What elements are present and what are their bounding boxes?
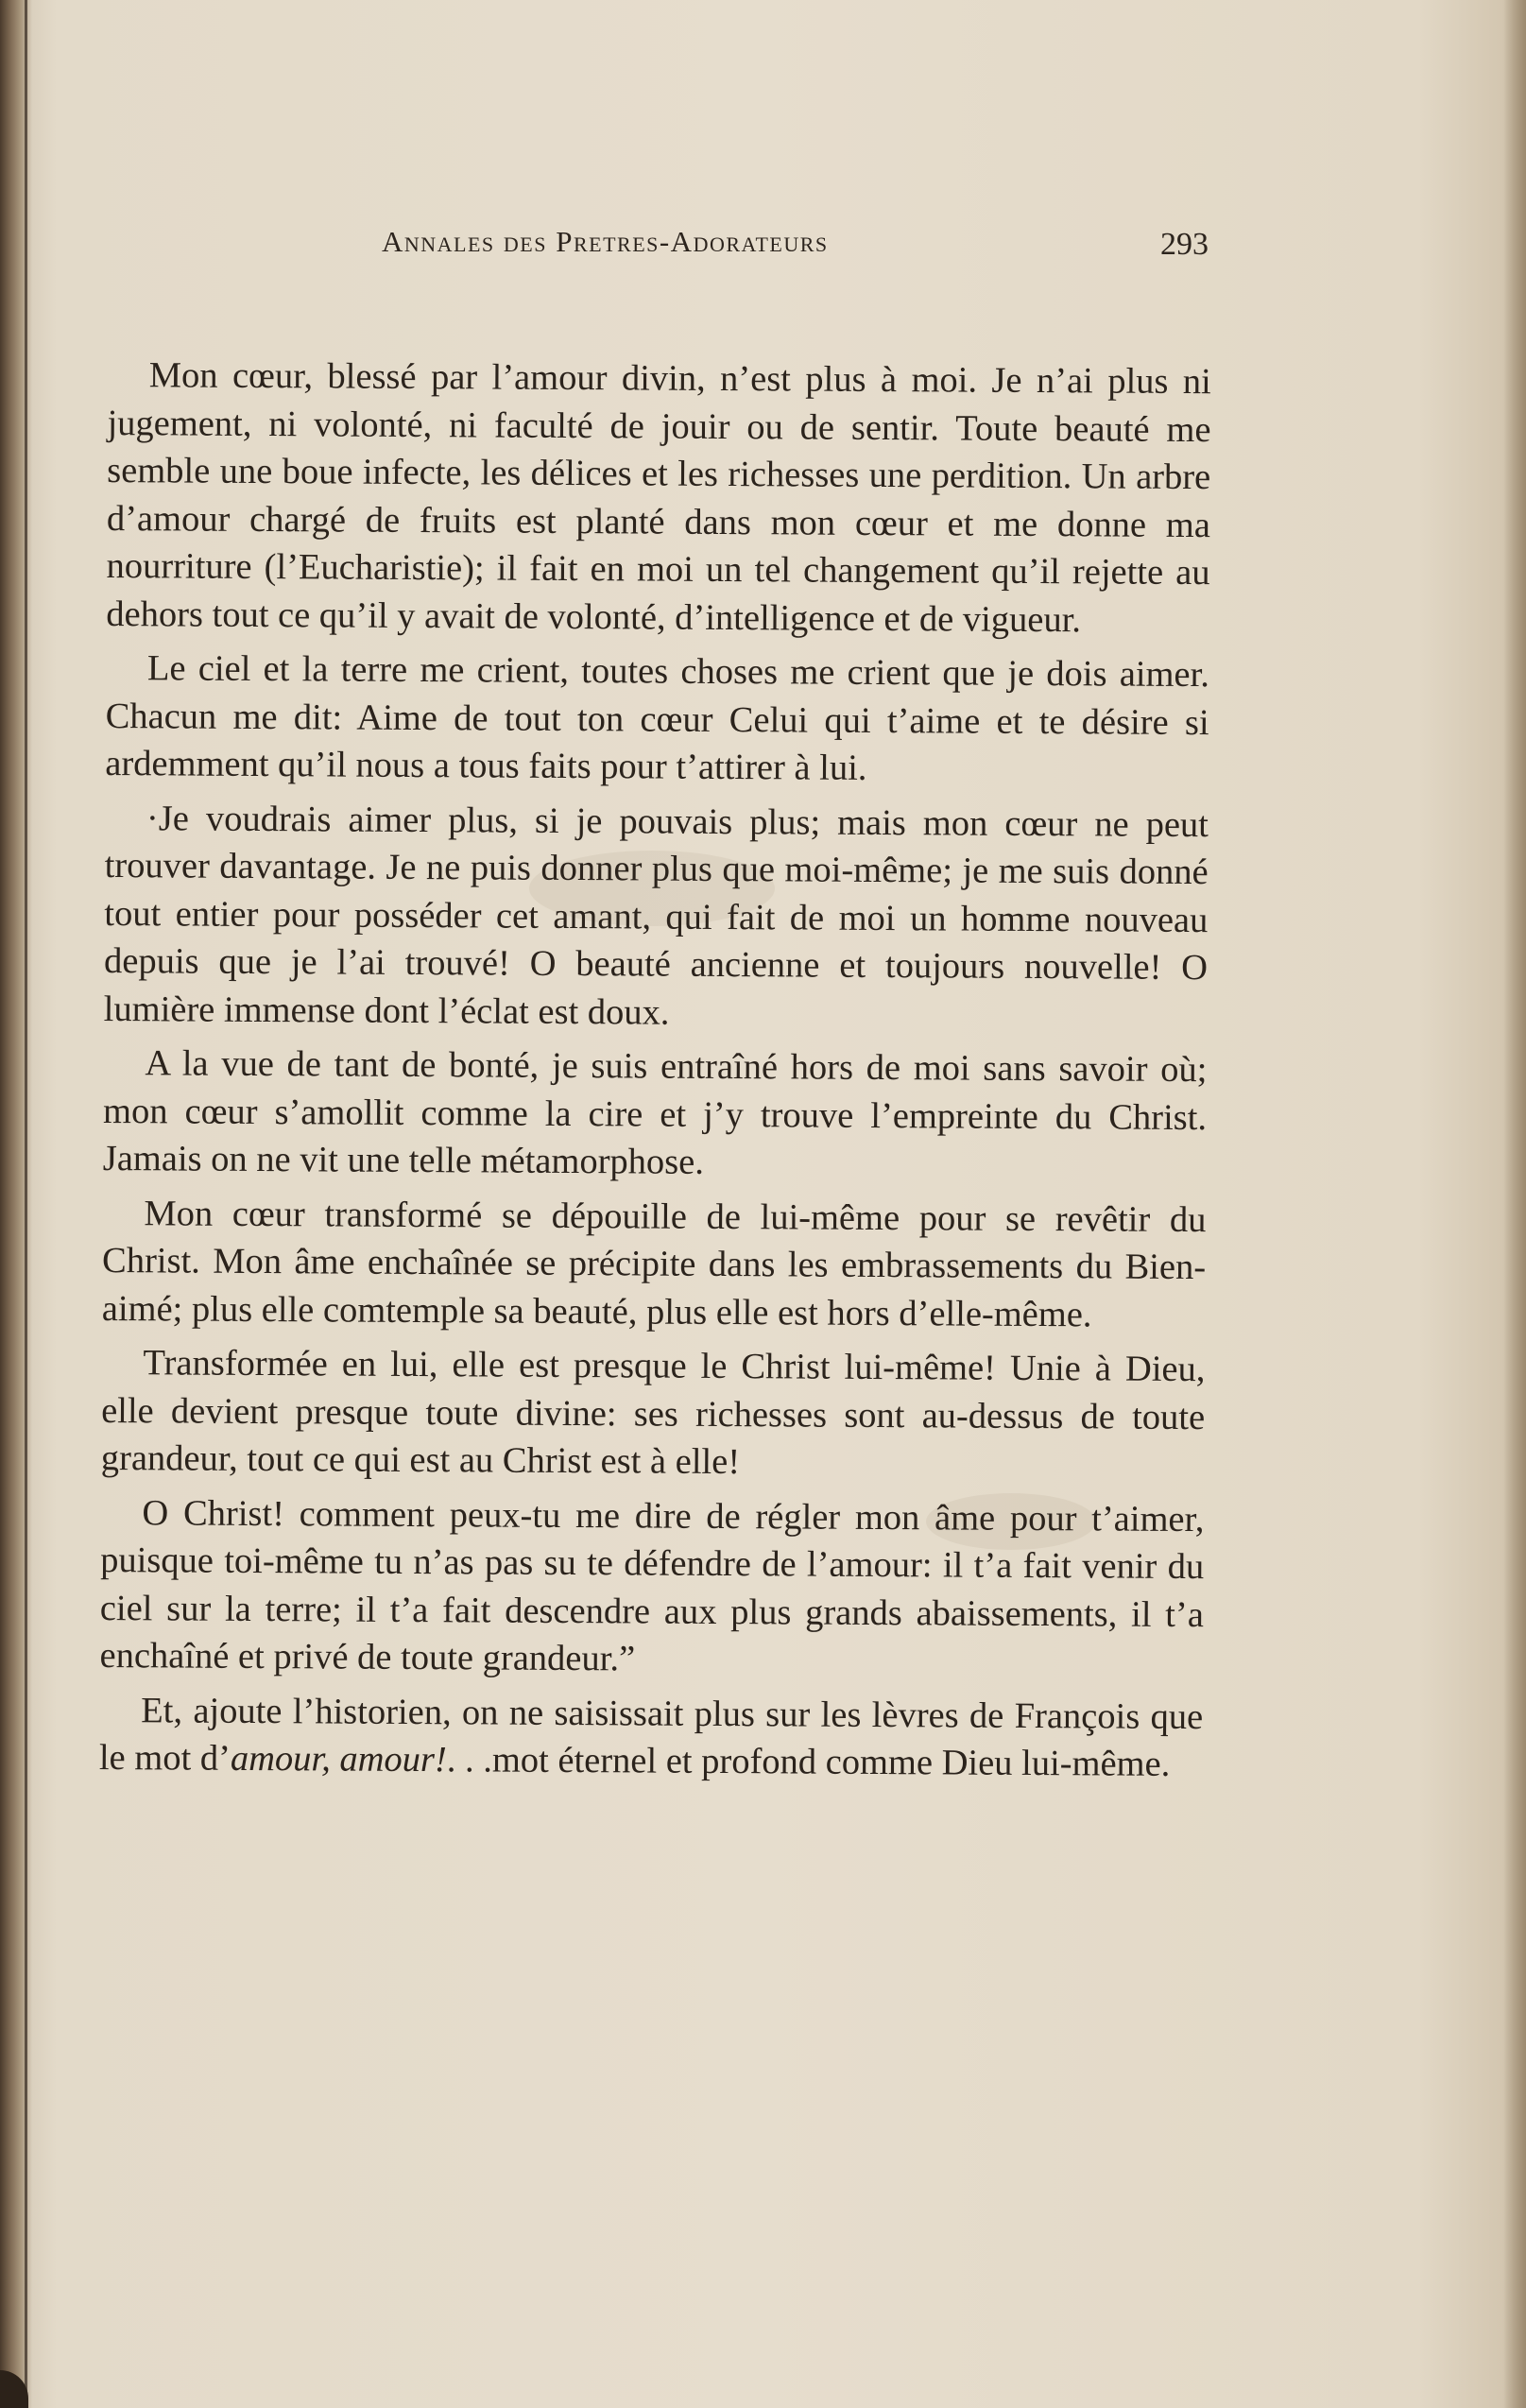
page-number: 293 xyxy=(1160,227,1209,262)
paragraph: Mon cœur, blessé par l’amour divin, n’est plus à moi. Je n’ai plus ni jugement, ni volonté, ni faculté de jouir ou de sentir. Toute beauté me semble une boue infecte, les délices et les richesses une perdition. Un arbre d’amour chargé de fruits est planté dans mon cœur et me donne ma nourriture (l’Eucharistie); il fait en moi un tel changement qu’il rejette au dehors tout ce qu’il y avait de volonté, d’intelligence et de vigueur. xyxy=(106,355,1211,640)
running-head: Annales des Pretres-Adorateurs xyxy=(382,225,829,258)
italic-phrase: amour, amour! xyxy=(230,1738,447,1780)
body-text xyxy=(99,352,1211,1789)
paragraph: Le ciel et la terre me crient, toutes choses me crient que je dois aimer. Chacun me dit: Aime de tout ton cœur Celui qui t’aime et te désire si ardemment qu’il nous a tous faits pour t’attirer à lui. xyxy=(105,648,1210,788)
paragraph: ·Je voudrais aimer plus, si je pouvais plus; mais mon cœur ne peut trouver davantage. Je ne puis donner plus que moi-même; je me suis donné tout entier pour posséder cet amant, qui fait de moi un homme nouveau depuis que je l’ai trouvé! O beauté ancienne et toujours nouvelle! O lumière immense dont l’éclat est doux. xyxy=(103,798,1209,1033)
paragraph: A la vue de tant de bonté, je suis entraîné hors de moi sans savoir où; mon cœur s’amollit comme la cire et j’y trouve l’empreinte du Christ. Jamais on ne vit une telle métamorphose. xyxy=(102,1043,1208,1182)
paragraph: O Christ! comment peux-tu me dire de régler mon âme pour t’aimer, puisque toi-même tu n’as pas su te défendre de l’amour: il t’a fait venir du ciel sur la terre; il t’a fait descendre aux plus grands abaissements, il t’a enchaîné et privé de toute grandeur.” xyxy=(99,1492,1205,1679)
page-right-edge-shadow xyxy=(1503,0,1526,2408)
paragraph: Et, ajoute l’historien, on ne saisissait plus sur les lèvres de François que le mot d’amour, amour!. . .mot éternel et profond comme Dieu lui-même. xyxy=(98,1690,1204,1784)
book-spine-edge xyxy=(25,0,27,2408)
paragraph: Mon cœur transformé se dépouille de lui-même pour se revêtir du Christ. Mon âme enchaînée se précipite dans les embrassements du Bien-aimé; plus elle comtemple sa beauté, plus elle est hors d’elle-même. xyxy=(101,1193,1207,1334)
paragraph: Transformée en lui, elle est presque le Christ lui-même! Unie à Dieu, elle devient presque toute divine: ses richesses sont au-dessus de toute grandeur, tout ce qui est au Christ est à elle! xyxy=(100,1343,1206,1483)
